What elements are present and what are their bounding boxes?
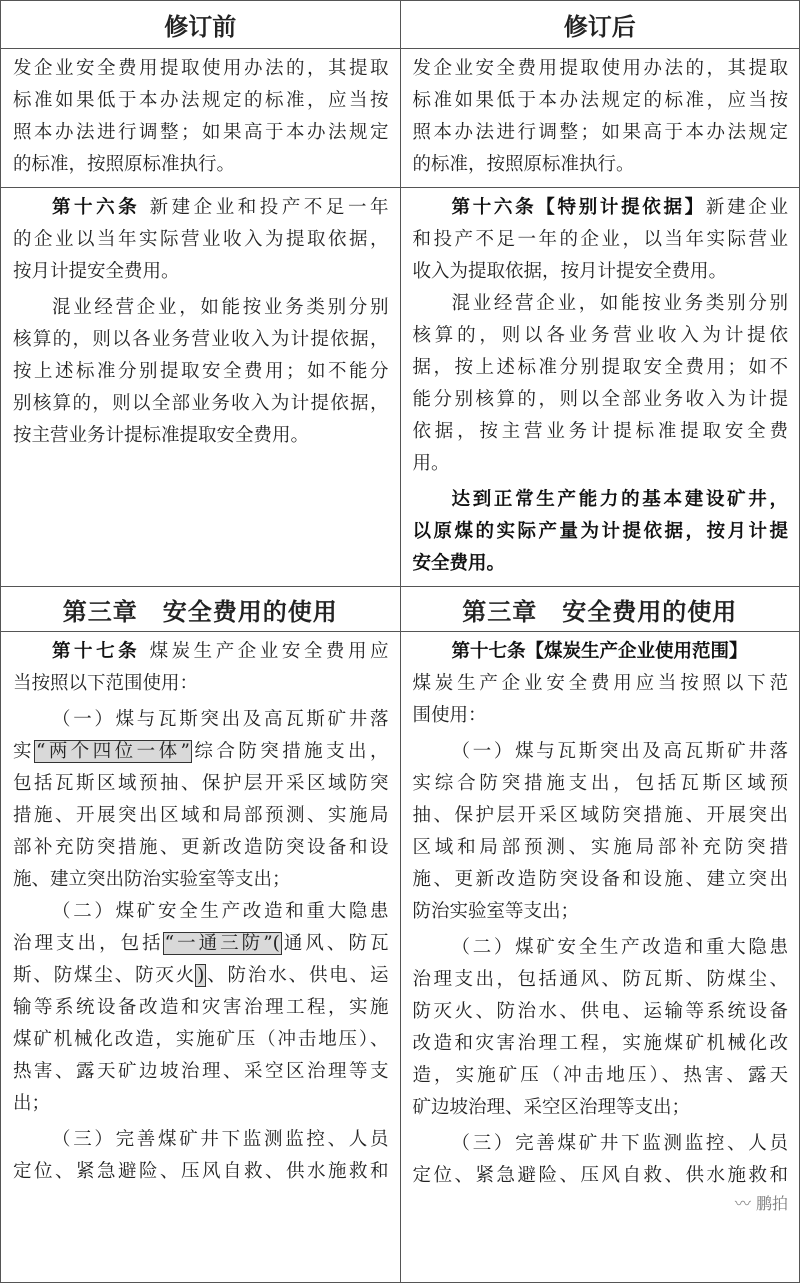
text-segment: 措施、开展突出区域和局部预测、实施局	[13, 805, 389, 826]
highlighted-text: )	[197, 965, 205, 986]
text-line	[413, 668, 789, 700]
text-line	[13, 960, 389, 992]
text-segment: （三）完善煤矿井下监测监控、人员	[451, 1133, 788, 1154]
article-heading: 第十六条	[52, 197, 141, 218]
text-line	[413, 636, 789, 668]
text-line	[413, 192, 789, 224]
text-line	[13, 736, 389, 768]
text-segment: 别核算的，则以全部业务收入为计提依据，	[13, 393, 389, 414]
text-segment: 施、建立突出防治实验室等支出；	[13, 869, 291, 890]
cell-after	[400, 49, 800, 188]
text-line	[13, 324, 389, 356]
highlighted-text: “一通三防”(	[164, 933, 280, 954]
text-segment: 混业经营企业，如能按业务类别分别	[52, 297, 389, 318]
text-segment: 区域和局部预测、实施局部补充防突措	[412, 837, 788, 858]
text-segment: （一）煤与瓦斯突出及高瓦斯矿井落	[451, 741, 788, 762]
text-segment: 防治实验室等支出；	[412, 901, 580, 922]
text-line	[13, 53, 389, 85]
table-row	[1, 188, 800, 587]
text-line	[413, 288, 789, 320]
text-line	[413, 800, 789, 832]
text-line	[13, 388, 389, 420]
text-line	[413, 932, 789, 964]
text-segment: 发企业安全费用提取使用办法的，其提取	[412, 58, 788, 79]
text-segment: 标准如果低于本办法规定的标准，应当按	[412, 90, 788, 111]
article-heading: 第十六条【特别计提依据】	[451, 197, 706, 218]
header-before: 修订前	[1, 1, 401, 49]
text-line	[13, 832, 389, 864]
text-segment: 的企业以当年实际营业收入为提取依据，	[13, 229, 389, 250]
text-line	[13, 992, 389, 1024]
text-segment: 煤炭生产企业安全费用应当按照以下范	[412, 673, 788, 694]
text-line	[413, 384, 789, 416]
text-segment: 照本办法进行调整；如果高于本办法规定	[13, 122, 389, 143]
text-segment: 按上述标准分别提取安全费用；如不能分	[13, 361, 389, 382]
text-segment: 实综合防突措施支出，包括瓦斯区域预	[412, 773, 788, 794]
text-segment: 新建企业和投产不足一年	[140, 197, 389, 218]
text-segment: 当按照以下范围使用：	[13, 673, 199, 694]
text-line	[13, 292, 389, 324]
text-segment: 围使用：	[412, 705, 487, 726]
text-line	[13, 1056, 389, 1088]
text-segment: 、防治水、供电、运	[205, 965, 389, 986]
text-line	[13, 117, 389, 149]
text-line	[13, 896, 389, 928]
text-segment: 定位、紧急避险、压风自救、供水施救和	[13, 1161, 389, 1182]
text-segment: 混业经营企业，如能按业务类别分别	[451, 293, 788, 314]
chapter-row	[1, 587, 800, 632]
watermark-logo: 〰 鹏拍	[734, 1194, 788, 1213]
article-heading: 第十七条	[52, 641, 141, 662]
text-line	[413, 768, 789, 800]
text-segment: 出；	[13, 1093, 51, 1114]
text-segment: 抽、保护层开采区域防突措施、开展突出	[412, 805, 788, 826]
header-row	[1, 1, 800, 49]
text-line	[413, 484, 789, 516]
text-line	[13, 800, 389, 832]
text-segment: 包括瓦斯区域预抽、保护层开采区域防突	[13, 773, 389, 794]
text-line	[13, 1024, 389, 1056]
text-segment: 的标准，按照原标准执行。	[13, 154, 236, 175]
text-segment: 据，按上述标准分别提取安全费用；如不	[412, 357, 788, 378]
article-heading: 达到正常生产能力的基本建设矿井，	[451, 489, 788, 510]
text-segment: 斯、防煤尘、防灭火	[13, 965, 197, 986]
header-after: 修订后	[400, 1, 800, 49]
text-line	[413, 53, 789, 85]
text-line	[13, 224, 389, 256]
text-line	[13, 864, 389, 896]
text-segment: 煤矿机械化改造，实施矿压（冲击地压）、	[13, 1029, 389, 1050]
chapter-title-before: 第三章 安全费用的使用	[1, 587, 401, 632]
watermark-text: 鹏拍	[755, 1194, 788, 1213]
text-line	[413, 224, 789, 256]
text-line	[413, 832, 789, 864]
text-line	[413, 256, 789, 288]
text-segment: （一）煤与瓦斯突出及高瓦斯矿井落	[52, 709, 389, 730]
text-segment: 综合防突措施支出，	[190, 741, 389, 762]
text-segment: 改造和灾害治理工程，实施煤矿机械化改	[412, 1033, 788, 1054]
text-line	[413, 1060, 789, 1092]
cell-before	[1, 188, 401, 587]
text-segment: 热害、露天矿边坡治理、采空区治理等支	[13, 1061, 389, 1082]
text-segment: 依据，按主营业务计提标准提取安全费	[412, 421, 788, 442]
text-segment: 通风、防瓦	[280, 933, 389, 954]
text-line	[413, 320, 789, 352]
cell-before	[1, 632, 401, 1283]
text-segment: 能分别核算的，则以全部业务收入为计提	[412, 389, 788, 410]
text-line	[13, 85, 389, 117]
text-segment: 按主营业务计提标准提取安全费用。	[13, 425, 310, 446]
text-line	[13, 1088, 389, 1120]
text-segment: 的标准，按照原标准执行。	[412, 154, 635, 175]
text-segment: （二）煤矿安全生产改造和重大隐患	[52, 901, 389, 922]
text-line	[13, 192, 389, 224]
text-line	[13, 420, 389, 452]
article-heading: 第十七条【煤炭生产企业使用范围】	[451, 641, 748, 662]
text-line	[413, 964, 789, 996]
text-line	[13, 356, 389, 388]
text-line	[413, 85, 789, 117]
table-row	[1, 632, 800, 1283]
text-line	[413, 149, 789, 181]
text-segment: 标准如果低于本办法规定的标准，应当按	[13, 90, 389, 111]
cell-after	[400, 632, 800, 1283]
text-segment: 核算的，则以各业务营业收入为计提依	[412, 325, 788, 346]
text-segment: 治理支出，包括	[13, 933, 164, 954]
text-line	[13, 636, 389, 668]
text-segment: 部补充防突措施、更新改造防突设备和设	[13, 837, 389, 858]
article-heading: 安全费用。	[412, 553, 506, 574]
article-heading: 以原煤的实际产量为计提依据，按月计提	[412, 521, 788, 542]
text-segment: 治理支出，包括通风、防瓦斯、防煤尘、	[412, 969, 788, 990]
text-segment: 按月计提安全费用。	[13, 261, 180, 282]
text-segment: 和投产不足一年的企业，以当年实际营业	[412, 229, 788, 250]
text-line	[13, 149, 389, 181]
text-segment: 造，实施矿压（冲击地压）、热害、露天	[412, 1065, 788, 1086]
text-segment: 定位、紧急避险、压风自救、供水施救和	[412, 1165, 788, 1186]
text-segment: 实	[13, 741, 35, 762]
text-line	[413, 117, 789, 149]
text-line	[13, 668, 389, 700]
text-line	[413, 352, 789, 384]
text-segment: 新建企业	[705, 197, 788, 218]
text-line	[413, 548, 789, 580]
text-line	[413, 416, 789, 448]
text-segment: 输等系统设备改造和灾害治理工程，实施	[13, 997, 389, 1018]
text-line	[413, 864, 789, 896]
text-line	[13, 768, 389, 800]
text-line	[413, 1160, 789, 1192]
text-line	[413, 448, 789, 480]
table-row	[1, 49, 800, 188]
text-segment: 防灭火、防治水、供电、运输等系统设备	[412, 1001, 788, 1022]
text-line	[413, 516, 789, 548]
text-line	[13, 1156, 389, 1188]
text-segment: 核算的，则以各业务营业收入为计提依据，	[13, 329, 389, 350]
cell-after	[400, 188, 800, 587]
text-line	[413, 736, 789, 768]
text-segment: 照本办法进行调整；如果高于本办法规定	[412, 122, 788, 143]
text-line	[413, 1128, 789, 1160]
text-segment: 煤炭生产企业安全费用应	[140, 641, 389, 662]
text-line	[13, 256, 389, 288]
highlighted-text: “两个四位一体”	[35, 741, 190, 762]
text-segment: （二）煤矿安全生产改造和重大隐患	[451, 937, 788, 958]
text-line	[413, 700, 789, 732]
text-segment: 发企业安全费用提取使用办法的，其提取	[13, 58, 389, 79]
text-segment: 收入为提取依据，按月计提安全费用。	[412, 261, 728, 282]
chapter-title-after: 第三章 安全费用的使用	[400, 587, 800, 632]
text-line	[13, 704, 389, 736]
text-line	[413, 1028, 789, 1060]
text-line	[413, 896, 789, 928]
text-line	[13, 1124, 389, 1156]
cell-before	[1, 49, 401, 188]
text-line	[413, 996, 789, 1028]
text-line	[13, 928, 389, 960]
text-segment: （三）完善煤矿井下监测监控、人员	[52, 1129, 389, 1150]
text-segment: 施、更新改造防突设备和设施、建立突出	[412, 869, 788, 890]
text-line	[413, 1092, 789, 1124]
text-segment: 用。	[412, 453, 450, 474]
text-segment: 矿边坡治理、采空区治理等支出；	[412, 1097, 691, 1118]
